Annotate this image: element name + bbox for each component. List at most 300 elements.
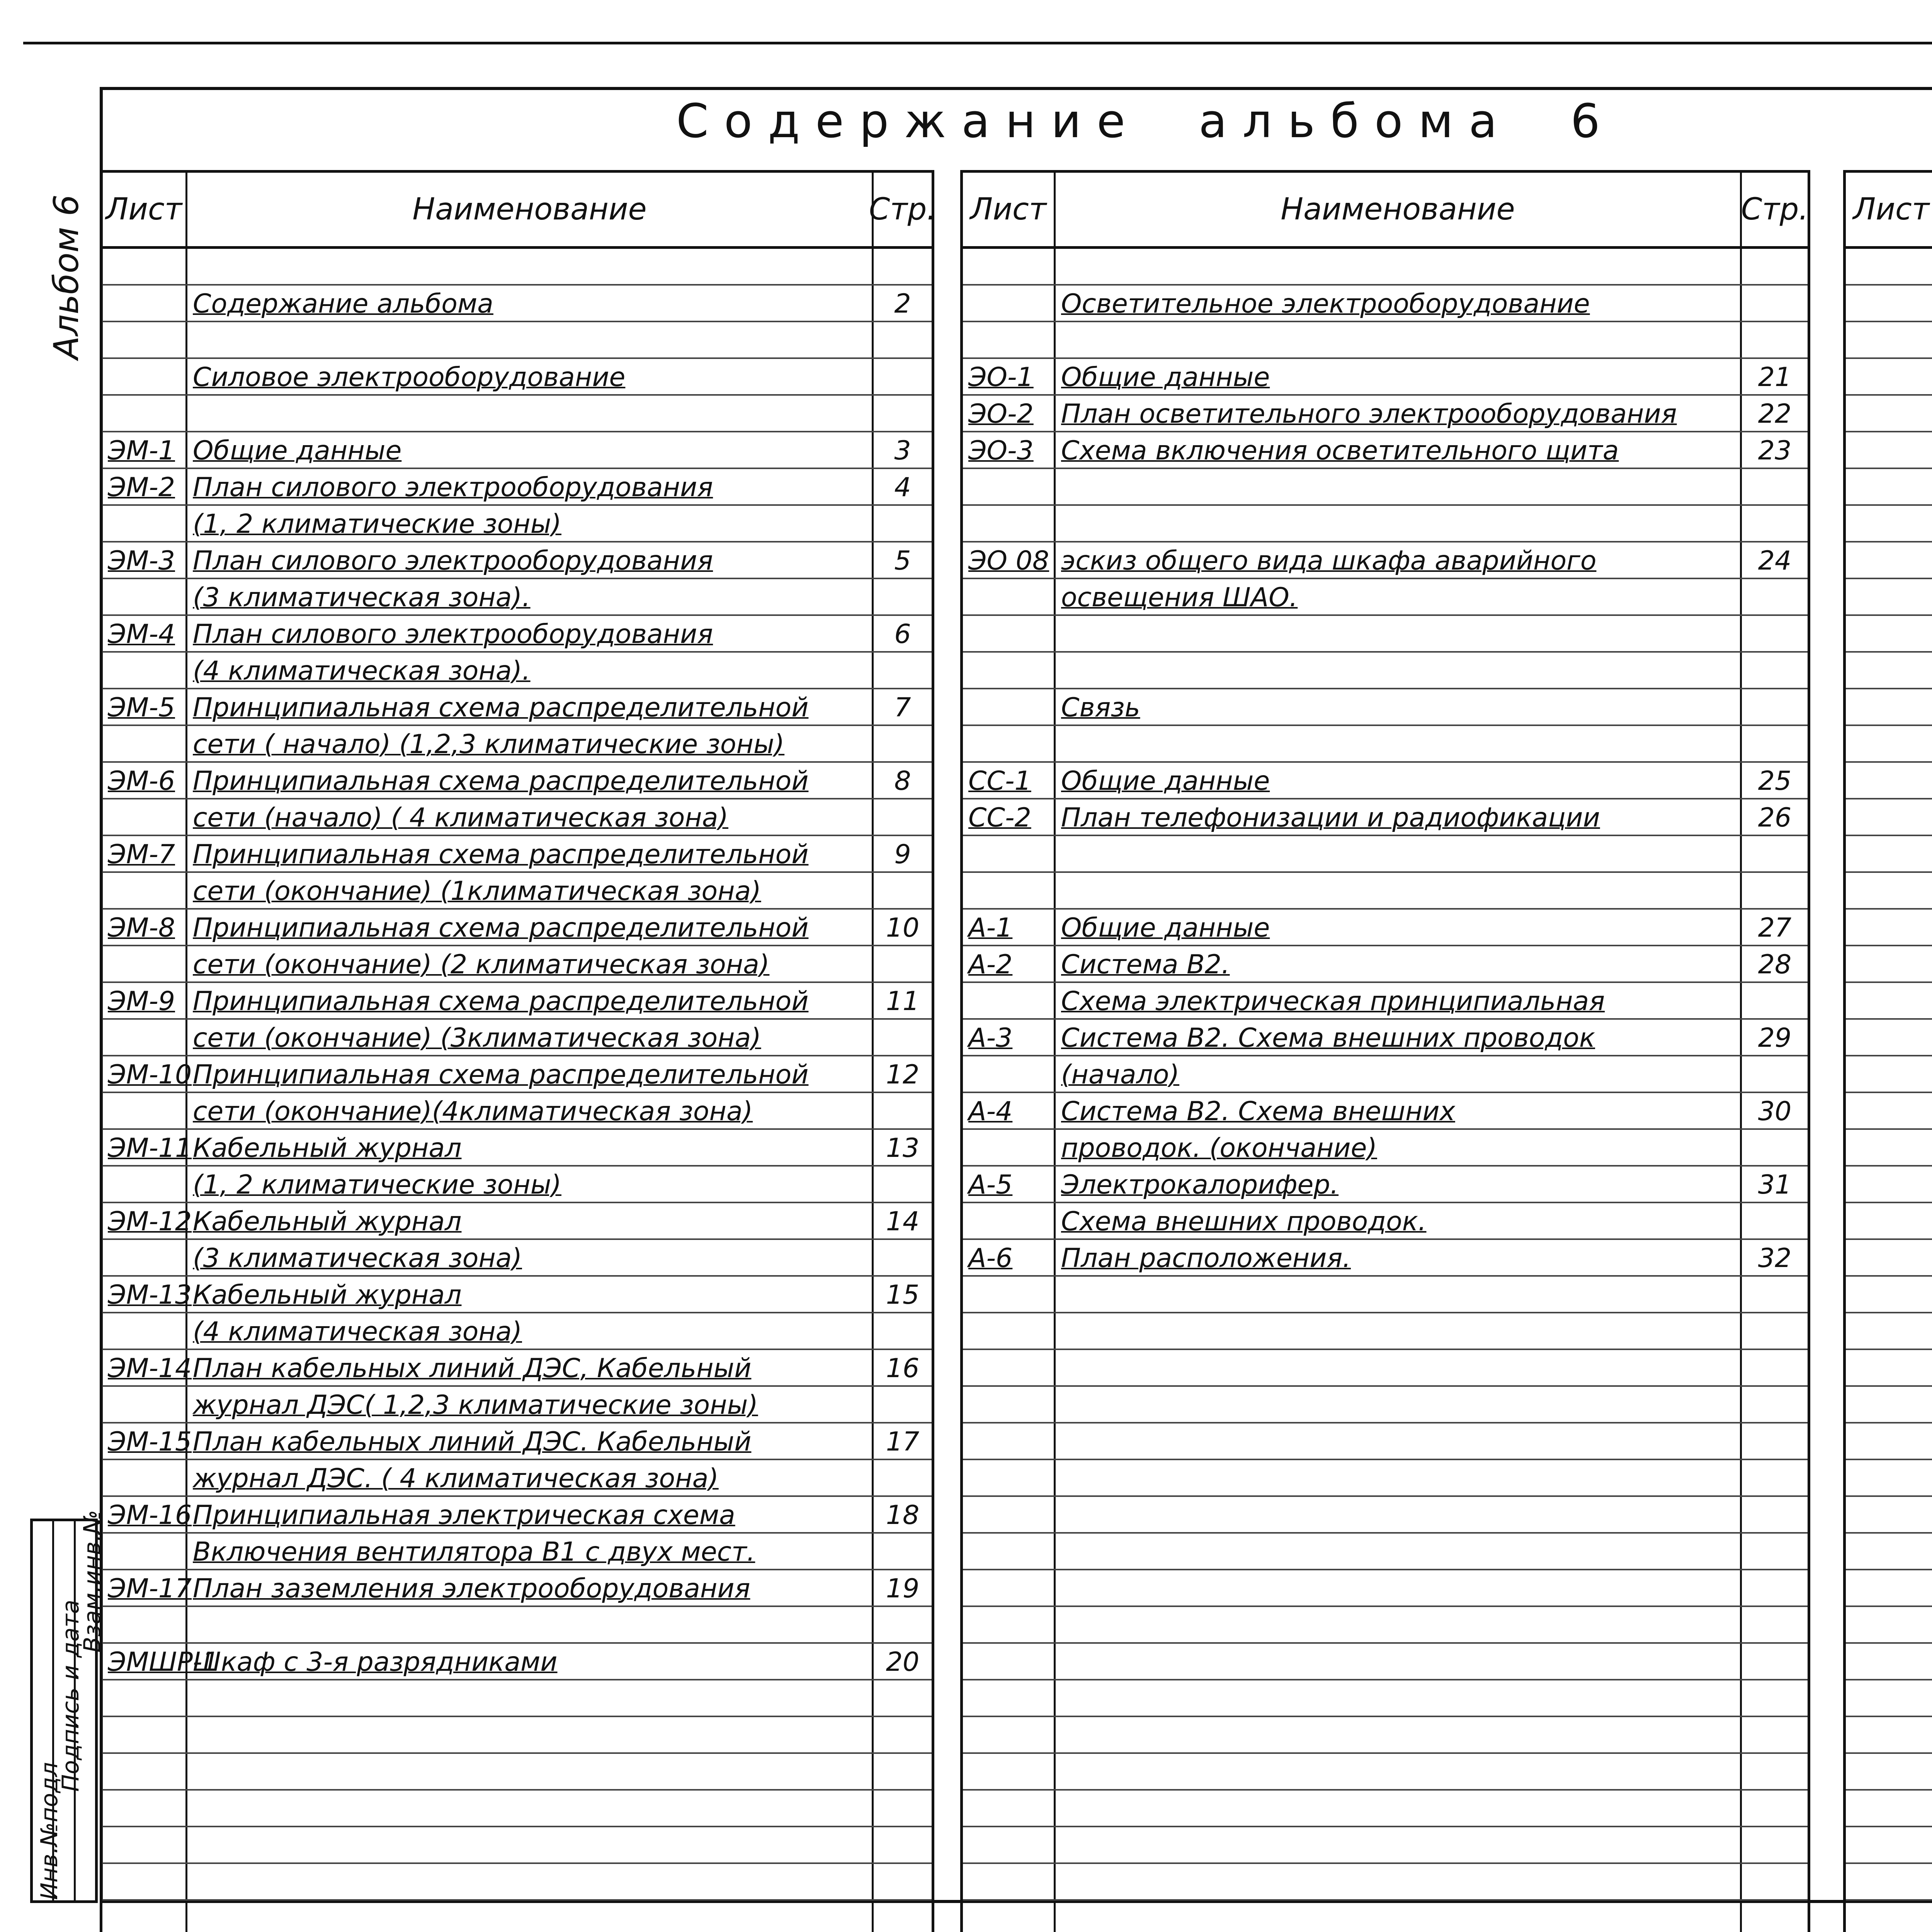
cell-page: 17 bbox=[886, 1427, 920, 1457]
cell-sheet: ЭМ-4 bbox=[102, 616, 187, 651]
cell-sheet: ЭМ-13 bbox=[102, 1277, 187, 1312]
table-row bbox=[1846, 359, 1932, 396]
table-row bbox=[102, 1827, 932, 1864]
cell-page bbox=[874, 1093, 932, 1128]
cell-name: эскиз общего вида шкафа аварийного bbox=[1056, 543, 1742, 578]
cell-page: 31 bbox=[1758, 1170, 1792, 1200]
cell-name: План кабельных линий ДЭС. Кабельный bbox=[187, 1423, 874, 1459]
table-row bbox=[963, 799, 1808, 836]
cell-page bbox=[1742, 1607, 1808, 1642]
cell-page bbox=[874, 873, 932, 908]
cell-sheet bbox=[963, 1497, 1056, 1532]
cell-page bbox=[1742, 653, 1808, 688]
cell-sheet bbox=[102, 799, 187, 835]
cell-page bbox=[1742, 1497, 1808, 1532]
cell-name: Осветительное электрооборудование bbox=[1056, 286, 1742, 321]
cell-name: Принципиальная схема распределительной bbox=[187, 836, 874, 871]
table-row bbox=[963, 1644, 1808, 1680]
cell-sheet: ЭО-2 bbox=[963, 396, 1056, 431]
cell-page: 19 bbox=[886, 1573, 920, 1604]
cell-sheet bbox=[963, 1350, 1056, 1385]
cell-sheet bbox=[102, 286, 187, 321]
cell-sheet: ЭМ-3 bbox=[102, 543, 187, 578]
table-row bbox=[1846, 836, 1932, 873]
cell-name: Кабельный журнал bbox=[187, 1277, 874, 1312]
table-row bbox=[102, 1791, 932, 1827]
cell-sheet bbox=[1846, 1864, 1932, 1899]
table-row bbox=[1846, 1020, 1932, 1056]
stamp-sign-text: Подпись и дата bbox=[57, 1600, 85, 1792]
table-row bbox=[1846, 763, 1932, 799]
table-row bbox=[963, 396, 1808, 432]
table-row bbox=[102, 1497, 932, 1534]
cell-sheet bbox=[963, 983, 1056, 1018]
table-row bbox=[1846, 1167, 1932, 1203]
stamp-sign bbox=[54, 1521, 85, 1900]
cell-sheet bbox=[1846, 983, 1932, 1018]
cell-page bbox=[874, 946, 932, 981]
cell-sheet bbox=[1846, 1313, 1932, 1349]
table-header bbox=[963, 170, 1808, 249]
cell-name bbox=[1056, 1387, 1742, 1422]
stamp-replace bbox=[76, 1510, 106, 1900]
title-word-3: 6 bbox=[1570, 95, 1616, 148]
cell-sheet bbox=[963, 1203, 1056, 1238]
table-row bbox=[1846, 616, 1932, 653]
cell-sheet bbox=[1846, 1056, 1932, 1092]
cell-name: План заземления электрооборудования bbox=[187, 1570, 874, 1605]
table-row bbox=[1846, 506, 1932, 543]
cell-name bbox=[1056, 1901, 1742, 1932]
cell-page bbox=[874, 1240, 932, 1275]
cell-sheet bbox=[963, 616, 1056, 651]
cell-sheet: ЭМ-2 bbox=[102, 469, 187, 504]
table-row bbox=[963, 1020, 1808, 1056]
cell-name bbox=[1056, 1277, 1742, 1312]
table-row bbox=[963, 1497, 1808, 1534]
cell-name: Электрокалорифер. bbox=[1056, 1167, 1742, 1202]
table-row bbox=[102, 726, 932, 763]
table-row bbox=[1846, 1644, 1932, 1680]
table-row bbox=[102, 1350, 932, 1387]
cell-sheet bbox=[1846, 726, 1932, 761]
cell-name: Схема электрическая принципиальная bbox=[1056, 983, 1742, 1018]
page-title bbox=[676, 95, 1673, 148]
cell-page: 28 bbox=[1758, 949, 1792, 980]
cell-name bbox=[1056, 249, 1742, 284]
table-row bbox=[102, 946, 932, 983]
table-row bbox=[1846, 946, 1932, 983]
cell-name: Схема внешних проводок. bbox=[1056, 1203, 1742, 1238]
cell-name: сети (начало) ( 4 климатическая зона) bbox=[187, 799, 874, 835]
table-body bbox=[963, 249, 1808, 1932]
table-row bbox=[963, 579, 1808, 616]
cell-sheet bbox=[102, 1240, 187, 1275]
cell-name bbox=[1056, 653, 1742, 688]
cell-page: 4 bbox=[894, 472, 911, 503]
table-row bbox=[963, 873, 1808, 910]
table-body bbox=[102, 249, 932, 1932]
header-sheet: Лист bbox=[963, 173, 1056, 246]
cell-sheet bbox=[1846, 579, 1932, 614]
table-row bbox=[102, 1277, 932, 1313]
cell-sheet: ЭО-3 bbox=[963, 432, 1056, 468]
cell-sheet bbox=[1846, 1534, 1932, 1569]
cell-name bbox=[1056, 1680, 1742, 1716]
cell-name bbox=[187, 249, 874, 284]
table-row bbox=[102, 396, 932, 432]
table-row bbox=[963, 689, 1808, 726]
cell-sheet bbox=[963, 1423, 1056, 1459]
table-row bbox=[1846, 726, 1932, 763]
cell-page: 8 bbox=[894, 766, 911, 796]
cell-sheet: ЭМ-1 bbox=[102, 432, 187, 468]
cell-page bbox=[1742, 1460, 1808, 1495]
cell-name: (1, 2 климатические зоны) bbox=[187, 506, 874, 541]
cell-page bbox=[874, 1534, 932, 1569]
cell-name: (4 климатическая зона). bbox=[187, 653, 874, 688]
table-row bbox=[963, 1130, 1808, 1167]
table-row bbox=[963, 983, 1808, 1020]
cell-page bbox=[1742, 1644, 1808, 1679]
table-row bbox=[102, 249, 932, 286]
table-row bbox=[1846, 1056, 1932, 1093]
cell-sheet bbox=[963, 469, 1056, 504]
table-row bbox=[102, 1717, 932, 1754]
contents-table-2 bbox=[960, 170, 1810, 1932]
header-sheet: Лист bbox=[1846, 173, 1932, 246]
table-row bbox=[102, 1056, 932, 1093]
cell-page bbox=[1742, 579, 1808, 614]
table-row bbox=[1846, 432, 1932, 469]
stamp-inv bbox=[33, 1521, 63, 1900]
cell-sheet bbox=[102, 396, 187, 431]
cell-sheet bbox=[1846, 469, 1932, 504]
table-row bbox=[1846, 1754, 1932, 1791]
cell-page: 27 bbox=[1758, 913, 1792, 943]
cell-name bbox=[1056, 1423, 1742, 1459]
cell-name: План телефонизации и радиофикации bbox=[1056, 799, 1742, 835]
cell-sheet bbox=[102, 873, 187, 908]
table-row bbox=[963, 543, 1808, 579]
cell-name: Общие данные bbox=[1056, 763, 1742, 798]
cell-page bbox=[874, 1387, 932, 1422]
cell-name: Система В2. Схема внешних проводок bbox=[1056, 1020, 1742, 1055]
cell-page: 12 bbox=[886, 1060, 920, 1090]
table-row bbox=[1846, 1460, 1932, 1497]
cell-name: План осветительного электрооборудования bbox=[1056, 396, 1742, 431]
cell-name: Содержание альбома bbox=[187, 286, 874, 321]
cell-sheet: ЭМ-12 bbox=[102, 1203, 187, 1238]
cell-sheet bbox=[963, 1717, 1056, 1752]
cell-page: 3 bbox=[894, 435, 911, 466]
cell-sheet bbox=[102, 1020, 187, 1055]
cell-page bbox=[874, 1791, 932, 1826]
cell-sheet bbox=[102, 726, 187, 761]
table-row bbox=[1846, 1240, 1932, 1277]
cell-page bbox=[1742, 249, 1808, 284]
cell-page: 13 bbox=[886, 1133, 920, 1163]
cell-page bbox=[874, 653, 932, 688]
table-row bbox=[963, 286, 1808, 322]
table-row bbox=[1846, 1791, 1932, 1827]
cell-page bbox=[1742, 1791, 1808, 1826]
table-row bbox=[1846, 396, 1932, 432]
cell-page: 15 bbox=[886, 1280, 920, 1310]
table-row bbox=[963, 1423, 1808, 1460]
header-page: Стр. bbox=[1741, 192, 1809, 227]
cell-sheet bbox=[1846, 506, 1932, 541]
cell-page: 9 bbox=[894, 839, 911, 870]
table-row bbox=[963, 1534, 1808, 1570]
cell-sheet bbox=[1846, 763, 1932, 798]
cell-page: 20 bbox=[886, 1647, 920, 1677]
table-row bbox=[963, 1093, 1808, 1130]
table-row bbox=[963, 1240, 1808, 1277]
table-row bbox=[102, 286, 932, 322]
table-row bbox=[963, 1717, 1808, 1754]
cell-sheet bbox=[963, 1277, 1056, 1312]
cell-sheet bbox=[963, 1130, 1056, 1165]
cell-sheet bbox=[1846, 689, 1932, 724]
cell-sheet bbox=[102, 249, 187, 284]
table-row bbox=[102, 1167, 932, 1203]
cell-page bbox=[1742, 506, 1808, 541]
table-row bbox=[102, 1240, 932, 1277]
cell-sheet: ЭО-1 bbox=[963, 359, 1056, 394]
cell-page bbox=[1742, 1423, 1808, 1459]
title-word-2: альбома bbox=[1199, 95, 1513, 148]
cell-page: 26 bbox=[1758, 803, 1792, 833]
cell-sheet: ЭМ-14 bbox=[102, 1350, 187, 1385]
cell-page bbox=[874, 249, 932, 284]
cell-sheet bbox=[1846, 1827, 1932, 1862]
cell-sheet bbox=[963, 1570, 1056, 1605]
cell-page bbox=[874, 1864, 932, 1899]
cell-name: Кабельный журнал bbox=[187, 1130, 874, 1165]
table-row bbox=[963, 1864, 1808, 1901]
cell-page bbox=[1742, 1313, 1808, 1349]
cell-page bbox=[874, 1167, 932, 1202]
cell-name: сети (окончание)(4климатическая зона) bbox=[187, 1093, 874, 1128]
header-name: Наименование bbox=[1056, 173, 1742, 246]
table-row bbox=[1846, 689, 1932, 726]
cell-sheet bbox=[102, 946, 187, 981]
cell-name bbox=[1056, 1827, 1742, 1862]
cell-page bbox=[874, 799, 932, 835]
cell-sheet bbox=[963, 1827, 1056, 1862]
cell-name: План расположения. bbox=[1056, 1240, 1742, 1275]
table-row bbox=[102, 1203, 932, 1240]
cell-name: Общие данные bbox=[187, 432, 874, 468]
cell-name: (3 климатическая зона) bbox=[187, 1240, 874, 1275]
cell-sheet bbox=[1846, 322, 1932, 357]
cell-page bbox=[1742, 286, 1808, 321]
table-row bbox=[1846, 1864, 1932, 1901]
table-row bbox=[963, 1901, 1808, 1932]
table-row bbox=[963, 322, 1808, 359]
header-sheet: Лист bbox=[102, 173, 187, 246]
table-row bbox=[1846, 983, 1932, 1020]
cell-name: сети (окончание) (2 климатическая зона) bbox=[187, 946, 874, 981]
cell-page: 16 bbox=[886, 1353, 920, 1384]
cell-name bbox=[187, 1680, 874, 1716]
table-row bbox=[1846, 469, 1932, 506]
table-row bbox=[1846, 286, 1932, 322]
table-row bbox=[963, 1791, 1808, 1827]
table-row bbox=[963, 1460, 1808, 1497]
cell-sheet bbox=[1846, 873, 1932, 908]
cell-name bbox=[1056, 1791, 1742, 1826]
cell-name: проводок. (окончание) bbox=[1056, 1130, 1742, 1165]
cell-sheet bbox=[963, 322, 1056, 357]
table-row bbox=[102, 1754, 932, 1791]
table-row bbox=[1846, 579, 1932, 616]
table-row bbox=[102, 1387, 932, 1423]
cell-sheet bbox=[1846, 543, 1932, 578]
cell-name: Общие данные bbox=[1056, 910, 1742, 945]
table-row bbox=[102, 469, 932, 506]
cell-page: 10 bbox=[886, 913, 920, 943]
cell-sheet: А-6 bbox=[963, 1240, 1056, 1275]
cell-sheet bbox=[963, 1313, 1056, 1349]
cell-page: 14 bbox=[886, 1206, 920, 1237]
cell-name: сети (окончание) (1климатическая зона) bbox=[187, 873, 874, 908]
cell-sheet bbox=[1846, 946, 1932, 981]
cell-page bbox=[1742, 1754, 1808, 1789]
cell-page: 22 bbox=[1758, 399, 1792, 429]
cell-name: Система В2. Схема внешних bbox=[1056, 1093, 1742, 1128]
cell-page bbox=[1742, 322, 1808, 357]
cell-sheet bbox=[102, 1680, 187, 1716]
table-row bbox=[102, 1130, 932, 1167]
cell-sheet bbox=[1846, 1240, 1932, 1275]
cell-name: Принципиальная схема распределительной bbox=[187, 763, 874, 798]
table-row bbox=[102, 653, 932, 689]
cell-name bbox=[187, 1607, 874, 1642]
cell-sheet bbox=[102, 1754, 187, 1789]
table-header bbox=[1846, 170, 1932, 249]
cell-name: сети (окончание) (3климатическая зона) bbox=[187, 1020, 874, 1055]
cell-name: (1, 2 климатические зоны) bbox=[187, 1167, 874, 1202]
cell-sheet: ЭМ-15 bbox=[102, 1423, 187, 1459]
table-row bbox=[102, 1680, 932, 1717]
cell-sheet bbox=[1846, 653, 1932, 688]
cell-sheet: ЭМ-7 bbox=[102, 836, 187, 871]
cell-name bbox=[1056, 469, 1742, 504]
cell-name bbox=[1056, 322, 1742, 357]
cell-name: освещения ШАО. bbox=[1056, 579, 1742, 614]
table-row bbox=[102, 1864, 932, 1901]
cell-sheet: ЭМ-9 bbox=[102, 983, 187, 1018]
cell-page: 30 bbox=[1758, 1096, 1792, 1127]
table-row bbox=[102, 910, 932, 946]
stamp-replace-text: Взам.инв.№ bbox=[78, 1510, 106, 1653]
cell-sheet bbox=[1846, 1350, 1932, 1385]
cell-sheet bbox=[963, 1901, 1056, 1932]
table-row bbox=[963, 506, 1808, 543]
cell-sheet: А-5 bbox=[963, 1167, 1056, 1202]
cell-name: Система В2. bbox=[1056, 946, 1742, 981]
table-row bbox=[963, 653, 1808, 689]
cell-page bbox=[1742, 1717, 1808, 1752]
table-row bbox=[963, 432, 1808, 469]
cell-name: Схема включения осветительного щита bbox=[1056, 432, 1742, 468]
table-row bbox=[963, 1570, 1808, 1607]
table-row bbox=[963, 1680, 1808, 1717]
cell-sheet: ЭМ-11 bbox=[102, 1130, 187, 1165]
cell-name bbox=[187, 1754, 874, 1789]
cell-sheet bbox=[1846, 1497, 1932, 1532]
cell-name bbox=[1056, 1607, 1742, 1642]
cell-page bbox=[1742, 1827, 1808, 1862]
table-row bbox=[963, 910, 1808, 946]
cell-sheet bbox=[1846, 286, 1932, 321]
table-row bbox=[1846, 653, 1932, 689]
table-row bbox=[102, 322, 932, 359]
cell-sheet bbox=[963, 726, 1056, 761]
cell-sheet bbox=[102, 1607, 187, 1642]
table-row bbox=[1846, 1350, 1932, 1387]
title-word-1: Содержание bbox=[676, 95, 1141, 148]
table-row bbox=[963, 1607, 1808, 1644]
table-row bbox=[963, 1203, 1808, 1240]
table-row bbox=[963, 469, 1808, 506]
table-row bbox=[963, 616, 1808, 653]
table-body bbox=[1846, 249, 1932, 1932]
cell-page: 25 bbox=[1758, 766, 1792, 796]
table-row bbox=[1846, 1570, 1932, 1607]
cell-sheet bbox=[102, 322, 187, 357]
table-row bbox=[963, 249, 1808, 286]
table-row bbox=[102, 579, 932, 616]
table-row bbox=[1846, 1827, 1932, 1864]
cell-name bbox=[1056, 616, 1742, 651]
cell-sheet bbox=[102, 1313, 187, 1349]
cell-name bbox=[187, 1827, 874, 1862]
cell-name: Силовое электрооборудование bbox=[187, 359, 874, 394]
table-row bbox=[963, 836, 1808, 873]
cell-sheet bbox=[963, 1644, 1056, 1679]
cell-sheet bbox=[102, 579, 187, 614]
cell-sheet bbox=[102, 1864, 187, 1899]
cell-page bbox=[1742, 1864, 1808, 1899]
cell-page bbox=[1742, 616, 1808, 651]
table-row bbox=[963, 763, 1808, 799]
cell-name: сети ( начало) (1,2,3 климатические зоны) bbox=[187, 726, 874, 761]
table-row bbox=[1846, 1497, 1932, 1534]
contents-table-1 bbox=[100, 170, 937, 1932]
cell-sheet bbox=[102, 1901, 187, 1932]
table-row bbox=[102, 873, 932, 910]
cell-sheet: А-1 bbox=[963, 910, 1056, 945]
cell-name bbox=[187, 1864, 874, 1899]
cell-page bbox=[874, 1607, 932, 1642]
cell-page: 6 bbox=[894, 619, 911, 650]
cell-sheet bbox=[963, 1056, 1056, 1092]
cell-name bbox=[1056, 1570, 1742, 1605]
cell-name: Связь bbox=[1056, 689, 1742, 724]
cell-sheet: ЭМ-8 bbox=[102, 910, 187, 945]
cell-sheet bbox=[963, 286, 1056, 321]
cell-name bbox=[1056, 1717, 1742, 1752]
cell-sheet bbox=[102, 1827, 187, 1862]
table-row bbox=[102, 799, 932, 836]
cell-sheet bbox=[1846, 396, 1932, 431]
cell-sheet bbox=[963, 689, 1056, 724]
cell-page bbox=[874, 1901, 932, 1932]
cell-sheet bbox=[963, 873, 1056, 908]
